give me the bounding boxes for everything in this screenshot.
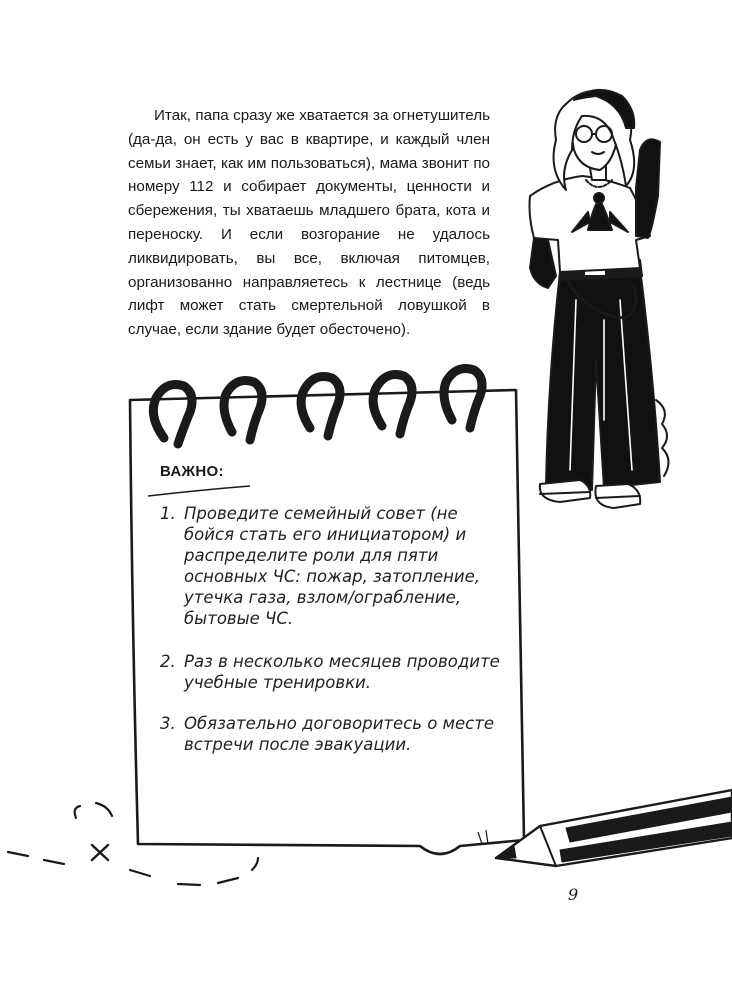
item-text: Раз в несколько месяцев проводите учебные тренировки. [184,652,500,692]
item-text: Проведите семейный совет (не бойся стать его инициатором) и распределите роли для пяти основных ЧС: пожар, затопление, утечка газа, взлом/ограбление, бытовые ЧС. [184,504,481,628]
girl-illustration-icon [530,90,669,508]
notepad-heading: ВАЖНО: [160,463,224,480]
cross-mark-icon [92,845,108,860]
item-number: 1. [160,504,176,523]
item-text: Обязательно договоритесь о месте встречи после эвакуации. [184,714,494,754]
list-item [160,651,510,693]
item-number: 2. [160,652,176,671]
item-number: 3. [160,714,176,733]
list-item [160,713,510,755]
tips-list [160,503,510,777]
list-item [160,503,510,629]
pencil-icon [496,790,732,866]
page-number: 9 [568,885,579,904]
body-paragraph: Итак, папа сразу же хватается за огнетушитель (да-да, он есть у вас в квартире, и каждый член семьи знает, как им пользоваться), мама звонит по номеру 112 и собирает документы, ценности и сбережения, ты хватаешь младшего брата, кота и переноску. И если возгорание не удалось ликвидировать, вы все, включая питомцев, организованно направляетесь к лестнице (ведь лифт может стать смертельной ловушкой в случае, если здание будет обесточено). [128,107,490,339]
